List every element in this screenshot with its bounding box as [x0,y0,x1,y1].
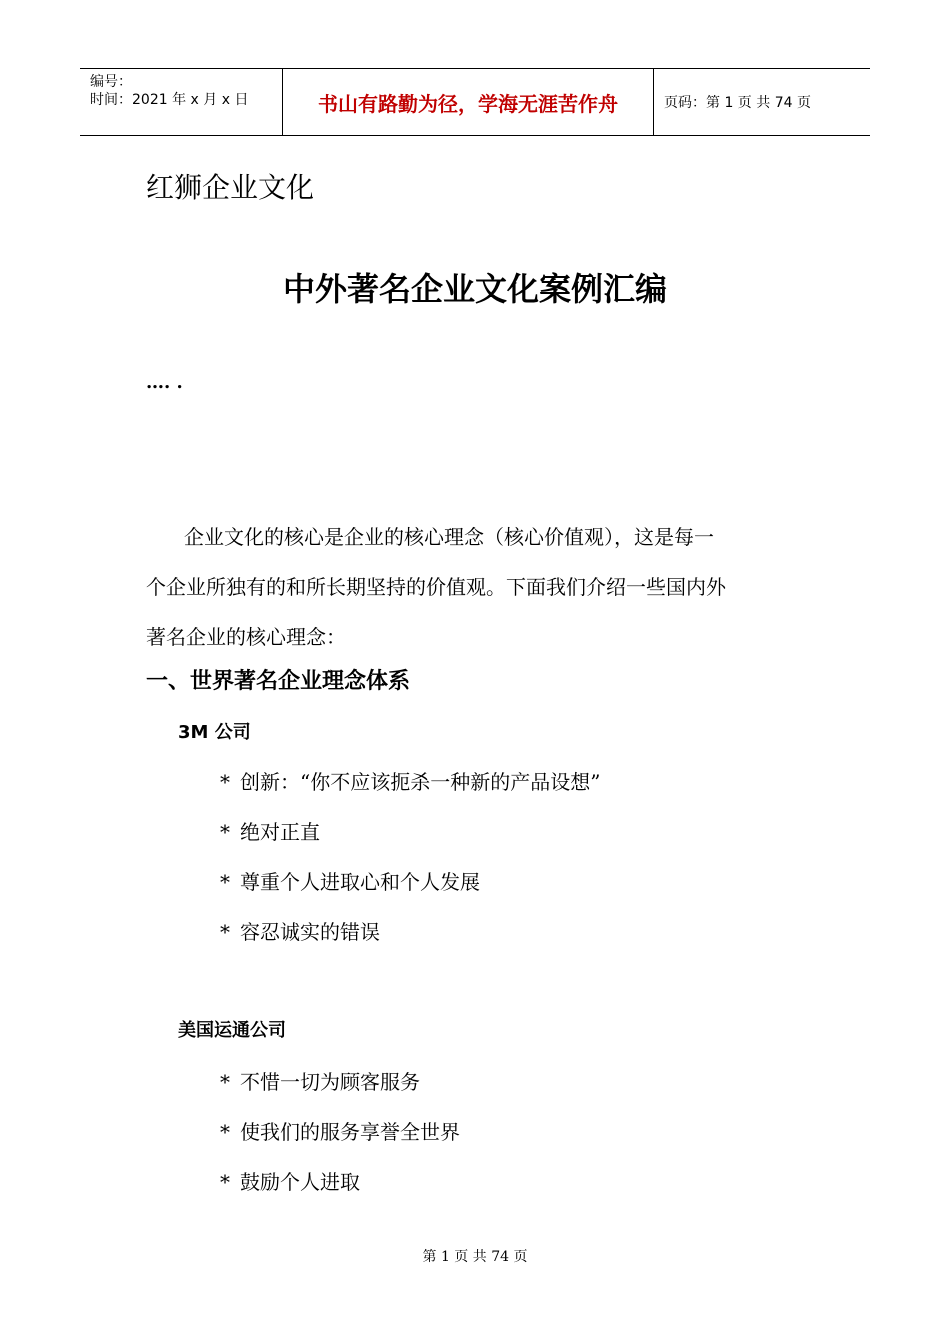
intro-paragraph [146,512,816,662]
document-title: 中外著名企业文化案例汇编 [282,270,667,308]
header-page-info: 页码：第 1 页 共 74 页 [664,95,811,111]
company-name: 3M 公司 [178,722,251,743]
list-item-text: 创新：“你不应该扼杀一种新的产品设想” [240,770,601,794]
list-item [220,916,380,945]
header-page-info-cell [654,69,870,135]
page-footer: 第 1 页 共 74 页 [422,1249,528,1265]
list-item [220,1166,360,1195]
list-item [220,816,320,845]
list-item [220,1066,420,1095]
header-meta [80,69,282,135]
header-motto: 书山有路勤为径，学海无涯苦作舟 [318,91,618,116]
list-item-text: 尊重个人进取心和个人发展 [240,870,480,894]
bullet-star: * [220,1170,230,1194]
bullet-star: * [220,770,230,794]
list-item-text: 鼓励个人进取 [240,1170,360,1194]
list-item-text: 容忍诚实的错误 [240,920,380,944]
intro-line: 个企业所独有的和所长期坚持的价值观。下面我们介绍一些国内外 [146,575,726,599]
company-name: 美国运通公司 [178,1020,286,1041]
list-item-text: 不惜一切为顾客服务 [240,1070,420,1094]
ellipsis-marker: …. . [146,372,183,393]
list-item-text: 绝对正直 [240,820,320,844]
page-header [80,68,870,136]
list-item-text: 使我们的服务享誉全世界 [240,1120,460,1144]
document-number-label: 编号： [90,74,132,90]
document-date: 时间：2021 年 x 月 x 日 [90,92,249,108]
section-heading: 一、世界著名企业理念体系 [146,669,411,694]
bullet-star: * [220,870,230,894]
bullet-star: * [220,1070,230,1094]
list-item [220,766,600,795]
intro-line: 企业文化的核心是企业的核心理念（核心价值观），这是每一 [184,525,714,549]
bullet-star: * [220,1120,230,1144]
list-item [220,1116,460,1145]
list-item [220,866,480,895]
bullet-star: * [220,920,230,944]
document-subtitle: 红狮企业文化 [146,171,315,204]
header-motto-cell [282,69,654,135]
bullet-star: * [220,820,230,844]
intro-line: 著名企业的核心理念： [146,625,346,649]
